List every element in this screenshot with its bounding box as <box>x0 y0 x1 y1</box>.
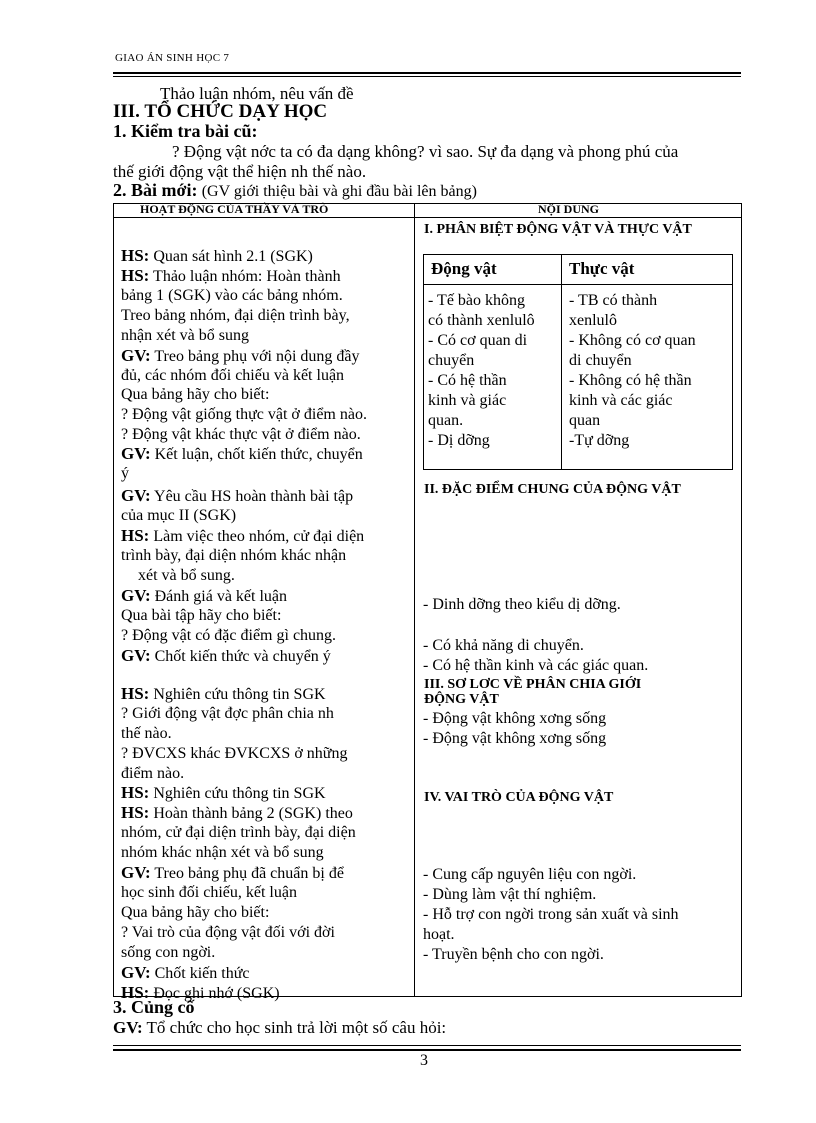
activity-text: Yêu cầu HS hoàn thành bài tập <box>150 488 354 505</box>
activity-text: thế nào. <box>121 725 172 742</box>
activity-line <box>121 883 297 903</box>
activity-line <box>121 863 344 884</box>
activity-line <box>121 586 287 607</box>
plant-trait-line: - TB có thành <box>569 292 658 309</box>
activity-line <box>121 626 336 646</box>
consolidation-gv: GV: <box>113 1018 143 1037</box>
section-3-heading-line2: ĐỘNG VẬT <box>424 692 499 707</box>
compare-head-animal: Động vật <box>431 259 497 278</box>
activity-text: Nghiên cứu thông tin SGK <box>149 686 326 703</box>
activity-line <box>121 425 361 445</box>
role-item: - Truyền bệnh cho con ngời. <box>423 946 604 963</box>
activity-text: ? Vai trò của động vật đối với đời <box>121 924 335 941</box>
animal-trait-line: chuyển <box>428 352 475 369</box>
section-2-heading: II. ĐẶC ĐIỂM CHUNG CỦA ĐỘNG VẬT <box>424 482 681 497</box>
consolidation-title: 3. Củng cố <box>113 997 195 1017</box>
section-3-heading-line1: III. SƠ LƠC VỀ PHÂN CHIA GIỚI <box>424 677 642 692</box>
characteristic-item: - Có hệ thần kinh và các giác quan. <box>423 657 649 674</box>
activity-line <box>121 963 250 984</box>
animal-trait-line: kinh và giác <box>428 392 507 409</box>
activity-line <box>121 903 269 923</box>
activity-line <box>121 646 331 667</box>
activity-text: Nghiên cứu thông tin SGK <box>149 785 326 802</box>
activity-text: trình bày, đại diện nhóm khác nhận <box>121 547 347 564</box>
activity-text: nhóm khác nhận xét và bổ sung <box>121 844 324 861</box>
activity-text: Chốt kiến thức <box>150 965 250 982</box>
newlesson-title: 2. Bài mới: <box>113 180 198 200</box>
animal-trait-line: - Có cơ quan di <box>428 332 528 349</box>
activity-line <box>121 464 129 484</box>
activity-line <box>121 506 236 526</box>
activity-text: của mục II (SGK) <box>121 507 237 524</box>
activity-role: HS: <box>121 246 150 265</box>
check-question-1: ? Động vật nớc ta có đa dạng không? vì sao. Sự đa dạng và phong phú của <box>172 142 679 161</box>
header-rule <box>113 72 741 74</box>
activity-line <box>121 943 215 963</box>
activity-line <box>121 546 346 566</box>
activity-line <box>121 346 360 367</box>
activity-line <box>121 266 341 287</box>
activity-line <box>121 326 249 346</box>
table-head-activities: HOẠT ĐỘNG CỦA THẦY VÀ TRÒ <box>140 202 329 216</box>
section-title: III. TỔ CHỨC DẠY HỌC <box>113 101 328 122</box>
table-head-content: NỘI DUNG <box>538 202 600 216</box>
activity-role: HS: <box>121 983 150 1002</box>
activity-role: GV: <box>121 444 151 463</box>
activity-text: Quan sát hình 2.1 (SGK) <box>149 248 313 265</box>
plant-trait-line: - Không có cơ quan <box>569 332 696 349</box>
activity-line <box>121 606 281 626</box>
role-item: hoạt. <box>423 926 455 943</box>
activity-text: Treo bảng phụ với nội dung đầy <box>150 348 360 365</box>
activity-line <box>121 823 356 843</box>
methods-text: Thảo luận nhóm, nêu vấn đề <box>160 84 354 103</box>
plant-trait-line: - Không có hệ thần <box>569 372 692 389</box>
activity-text: Qua bảng hãy cho biết: <box>121 386 270 403</box>
plant-trait-line: -Tự dỡng <box>569 432 630 449</box>
activity-text: Treo bảng phụ đã chuẩn bị để <box>150 865 344 882</box>
activity-line <box>121 803 353 824</box>
role-item: - Hỗ trợ con ngời trong sản xuất và sinh <box>423 906 679 923</box>
comparison-table <box>423 254 733 470</box>
activity-line <box>121 704 334 724</box>
activity-text: ý <box>121 465 129 482</box>
activity-line <box>121 843 324 863</box>
activity-role: HS: <box>121 526 150 545</box>
activity-text: Treo bảng nhóm, đại diện trình bày, <box>121 307 350 324</box>
activity-text: Đọc ghi nhớ (SGK) <box>149 985 280 1002</box>
check-title: 1. Kiểm tra bài cũ: <box>113 121 258 141</box>
header-title: GIAO ÁN SINH HỌC 7 <box>115 52 230 64</box>
activity-text: ? Động vật có đặc điểm gì chung. <box>121 627 337 644</box>
activity-line <box>121 783 326 804</box>
plant-trait-line: quan <box>569 412 601 429</box>
activity-text: Kết luận, chốt kiến thức, chuyển <box>150 446 363 463</box>
animal-trait-line: quan. <box>428 412 464 429</box>
activity-line <box>121 444 363 465</box>
activity-line <box>121 486 353 507</box>
role-item: - Dùng làm vật thí nghiệm. <box>423 886 597 903</box>
table-divider <box>414 203 415 997</box>
header-rule-thin <box>113 76 741 77</box>
characteristic-item: - Có khả năng di chuyển. <box>423 637 584 654</box>
plant-trait-line: di chuyển <box>569 352 632 369</box>
activity-line <box>138 566 235 586</box>
activity-text: Làm việc theo nhóm, cử đại diện <box>149 528 365 545</box>
section-4-heading: IV. VAI TRÒ CỦA ĐỘNG VẬT <box>424 790 614 805</box>
activity-line <box>121 764 184 784</box>
footer-rule <box>113 1049 741 1051</box>
activity-role: GV: <box>121 863 151 882</box>
animal-trait-line: - Dị dỡng <box>428 432 490 449</box>
activity-role: HS: <box>121 266 150 285</box>
activity-text: bảng 1 (SGK) vào các bảng nhóm. <box>121 287 343 304</box>
activity-text: nhận xét và bổ sung <box>121 327 249 344</box>
activity-text: điểm nào. <box>121 765 185 782</box>
activity-line <box>121 306 350 326</box>
activity-role: GV: <box>121 586 151 605</box>
activity-line <box>121 246 313 267</box>
plant-trait-line: kinh và các giác <box>569 392 673 409</box>
activity-role: HS: <box>121 803 150 822</box>
activity-line <box>121 724 172 744</box>
footer-rule-thin <box>113 1045 741 1046</box>
activity-line <box>121 385 269 405</box>
newlesson-note: (GV giới thiệu bài và ghi đầu bài lên bảng) <box>201 183 477 200</box>
activity-text: Chốt kiến thức và chuyển ý <box>150 648 331 665</box>
classification-item: - Động vật không xơng sống <box>423 710 607 727</box>
activity-line <box>121 286 343 306</box>
compare-head-plant: Thực vật <box>569 259 635 278</box>
activity-text: đủ, các nhóm đối chiếu và kết luận <box>121 367 345 384</box>
table-head-rule <box>113 217 741 218</box>
activity-line <box>121 744 347 764</box>
activity-text: nhóm, cử đại diện trình bày, đại diện <box>121 824 356 841</box>
activity-line <box>121 923 335 943</box>
activity-line <box>121 405 367 425</box>
activity-text: xét và bổ sung. <box>138 567 235 584</box>
animal-trait-line: - Có hệ thần <box>428 372 507 389</box>
activity-line <box>121 526 364 547</box>
plant-trait-line: xenlulô <box>569 312 617 329</box>
activity-text: Qua bảng hãy cho biết: <box>121 904 270 921</box>
animal-trait-line: có thành xenlulô <box>428 312 535 329</box>
activity-role: HS: <box>121 783 150 802</box>
activity-text: ? Động vật giống thực vật ở điểm nào. <box>121 406 367 423</box>
activity-role: GV: <box>121 646 151 665</box>
animal-trait-line: - Tế bào không <box>428 292 526 309</box>
activity-line <box>121 684 326 705</box>
activity-text: ? Giới động vật đợc phân chia nh <box>121 705 334 722</box>
characteristic-item: - Dinh dỡng theo kiểu dị dỡng. <box>423 596 621 613</box>
activity-text: ? Động vật khác thực vật ở điểm nào. <box>121 426 361 443</box>
activity-text: sống con ngời. <box>121 944 216 961</box>
activity-role: GV: <box>121 346 151 365</box>
activity-role: HS: <box>121 684 150 703</box>
activity-text: Hoàn thành bảng 2 (SGK) theo <box>149 805 353 822</box>
classification-item: - Động vật không xơng sống <box>423 730 607 747</box>
check-question-2: thế giới động vật thể hiện nh thế nào. <box>113 162 367 181</box>
section-1-heading: I. PHÂN BIỆT ĐỘNG VẬT VÀ THỰC VẬT <box>424 222 692 237</box>
activity-text: học sinh đối chiếu, kết luận <box>121 884 297 901</box>
activity-text: ? ĐVCXS khác ĐVKCXS ở những <box>121 745 348 762</box>
activity-text: Qua bài tập hãy cho biết: <box>121 607 282 624</box>
activity-line <box>121 366 344 386</box>
activity-role: GV: <box>121 963 151 982</box>
page-number: 3 <box>420 1052 428 1069</box>
consolidation-text: Tổ chức cho học sinh trả lời một số câu hỏi: <box>142 1018 447 1037</box>
activity-text: Thảo luận nhóm: Hoàn thành <box>149 268 341 285</box>
activity-role: GV: <box>121 486 151 505</box>
role-item: - Cung cấp nguyên liệu con ngời. <box>423 866 637 883</box>
activity-text: Đánh giá và kết luận <box>150 588 288 605</box>
